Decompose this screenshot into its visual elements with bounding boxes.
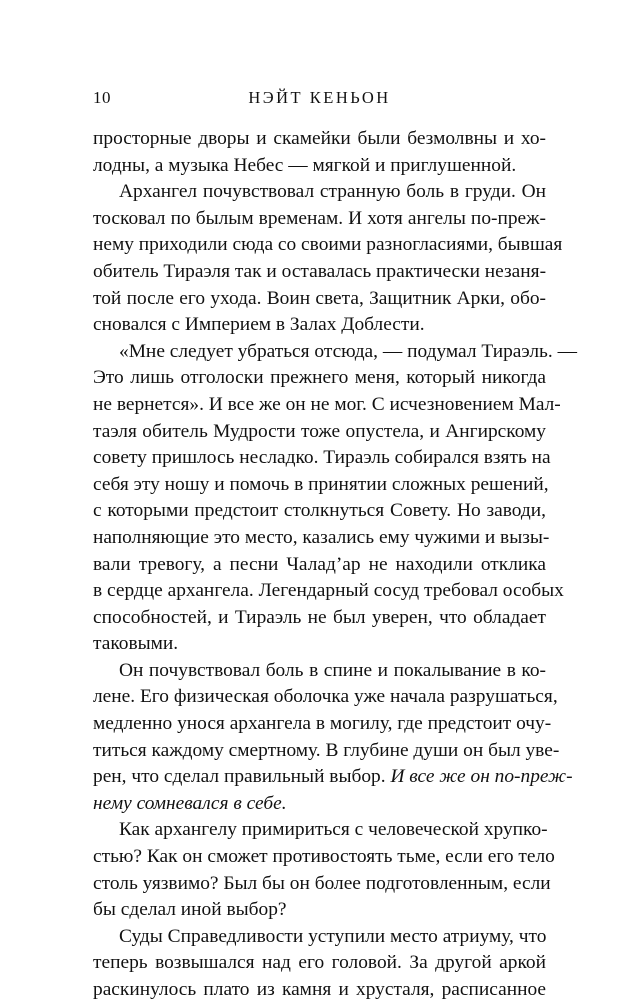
page-header	[93, 88, 546, 118]
text-line-content: теперь возвышался над его головой. За другой аркой	[93, 952, 546, 974]
text-line-content: лене. Его физическая оболочка уже начала разрушаться,	[93, 686, 558, 708]
text-line-content: той после его ухода. Воин света, Защитник Арки, обо-	[93, 287, 546, 309]
text-line-content: раскинулось плато из камня и хрусталя, расписанное	[93, 979, 546, 1000]
text-line-content: лодны, а музыка Небес — мягкой и приглушенной.	[93, 154, 517, 176]
text-line	[93, 232, 563, 259]
text-line-content: нему приходили сюда со своими разногласиями, бывшая	[93, 234, 563, 256]
text-line	[93, 419, 546, 446]
text-line	[93, 552, 546, 579]
text-line	[93, 153, 546, 180]
text-line	[93, 764, 573, 791]
text-line-content: стью? Как он сможет противостоять тьме, если его тело	[93, 846, 555, 868]
text-line-content: с которыми предстоит столкнуться Совету. Но заводи,	[93, 500, 546, 522]
text-line	[93, 259, 546, 286]
text-line	[93, 897, 546, 924]
text-line-content: в сердце архангела. Легендарный сосуд требовал особых	[93, 580, 564, 602]
text-line	[93, 658, 546, 685]
page-number: 10	[93, 88, 111, 107]
text-line	[93, 605, 546, 632]
text-line	[93, 365, 546, 392]
text-line	[93, 684, 558, 711]
text-line	[93, 977, 546, 1004]
text-line	[93, 498, 546, 525]
text-line-content: Суды Справедливости уступили место атриуму, что	[119, 925, 547, 947]
text-line	[93, 286, 546, 313]
text-line	[93, 924, 546, 951]
text-line-content: бы сделал иной выбор?	[93, 899, 287, 921]
text-line	[93, 871, 551, 898]
text-line-content: медленно унося архангела в могилу, где предстоит очу-	[93, 713, 552, 735]
text-line-content: Он почувствовал боль в спине и покалывание в ко-	[119, 659, 546, 681]
text-line-content: Как архангелу примириться с человеческой хрупко-	[119, 819, 548, 841]
text-line	[93, 817, 546, 844]
body-text	[93, 126, 577, 1004]
text-line-content: столь уязвимо? Был бы он более подготовленным, если	[93, 872, 551, 894]
text-line-content: обитель Тираэля так и оставалась практически незаня-	[93, 260, 547, 282]
text-line-content: совету пришлось несладко. Тираэль собирался взять на	[93, 447, 551, 469]
text-line-content: способностей, и Тираэль не был уверен, что обладает	[93, 606, 546, 628]
text-line	[93, 844, 555, 871]
text-line	[93, 578, 564, 605]
text-line-content: наполняющие это место, казались ему чужими и вызы-	[93, 526, 550, 548]
running-head-author: НЭЙТ КЕНЬОН	[248, 88, 391, 107]
text-line-content: просторные дворы и скамейки были безмолвны и хо-	[93, 128, 546, 149]
text-line-content: таковыми.	[93, 633, 179, 655]
text-line	[93, 950, 546, 977]
text-line	[93, 312, 546, 339]
text-line-italic: нему сомневался в себе.	[93, 792, 287, 814]
text-line-italic: И все же он по-преж-	[390, 766, 573, 788]
text-line-content: сновался с Империем в Залах Доблести.	[93, 314, 425, 336]
text-line	[93, 339, 577, 366]
text-line	[93, 711, 552, 738]
text-line-content: Это лишь отголоски прежнего меня, который никогда	[93, 367, 546, 389]
text-line	[93, 738, 560, 765]
text-line	[93, 791, 546, 818]
text-line	[93, 525, 550, 552]
text-line-content: не вернется». И все же он не мог. С исчезновением Мал-	[93, 393, 561, 415]
text-line-content: себя эту ношу и помочь в принятии сложных решений,	[93, 473, 549, 495]
text-line-content: «Мне следует убраться отсюда, — подумал Тираэль. —	[119, 340, 577, 362]
text-line	[93, 631, 546, 658]
text-line	[93, 179, 546, 206]
text-line	[93, 445, 551, 472]
text-line-content: титься каждому смертному. В глубине души он был уве-	[93, 739, 560, 761]
text-line	[93, 206, 546, 233]
text-line	[93, 472, 549, 499]
text-line-content: рен, что сделал правильный выбор.	[93, 766, 386, 788]
text-line-content: таэля обитель Мудрости тоже опустела, и Ангирскому	[93, 420, 546, 442]
text-line	[93, 392, 561, 419]
text-line-content: тосковал по былым временам. И хотя ангелы по-преж-	[93, 207, 546, 229]
text-line	[93, 126, 546, 153]
text-line-content: вали тревогу, а песни Чалад’ар не находили отклика	[93, 553, 546, 575]
text-line-content: Архангел почувствовал странную боль в груди. Он	[119, 181, 546, 203]
